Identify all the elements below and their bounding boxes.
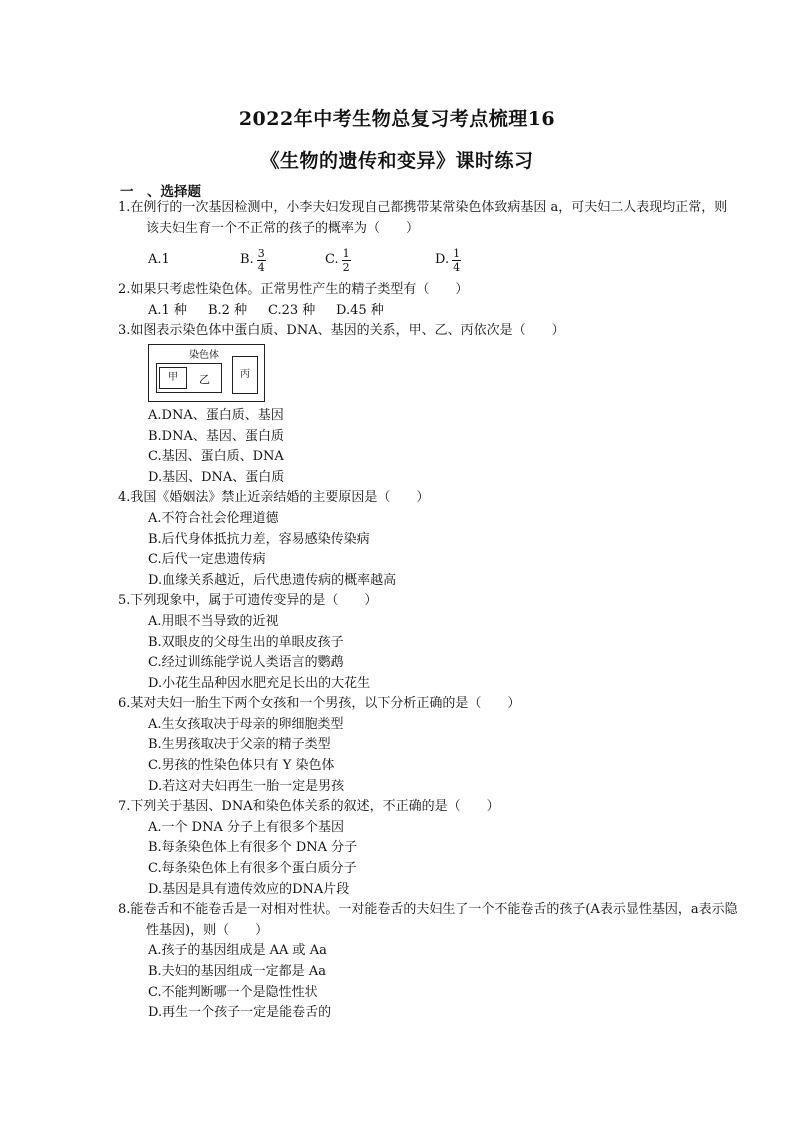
option-d: D.血缘关系越近，后代患遗传病的概率越高 bbox=[148, 572, 397, 588]
question-stem: 8.能卷舌和不能卷舌是一对相对性状。一对能卷舌的夫妇生了一个不能卷舌的孩子(A表示显性基因，a表示隐性基因)，则（ ） bbox=[118, 902, 738, 938]
denominator: 4 bbox=[453, 260, 461, 274]
option-c bbox=[325, 247, 435, 274]
option-a: A.一个 DNA 分子上有很多个基因 bbox=[148, 819, 344, 835]
question-stem: 1.在例行的一次基因检测中，小李夫妇发现自己都携带某常染色体致病基因 a，可夫妇二人表现均正常，则该夫妇生育一个不正常的孩子的概率为（ ） bbox=[118, 200, 728, 236]
title-line-2: 《生物的遗传和变异》课时练习 bbox=[260, 150, 534, 172]
question-stem: 3.如图表示染色体中蛋白质、DNA、基因的关系，甲、乙、丙依次是（ ） bbox=[118, 323, 565, 339]
question-5 bbox=[118, 591, 738, 694]
option-d: D.若这对夫妇再生一胎一定是男孩 bbox=[148, 778, 345, 794]
option-b: B.生男孩取决于父亲的精子类型 bbox=[148, 737, 331, 753]
option-d: D.小花生品种因水肥充足长出的大花生 bbox=[148, 675, 371, 691]
question-list bbox=[118, 198, 738, 1024]
question-1 bbox=[118, 198, 738, 280]
question-stem: 6.某对夫妇一胎生下两个女孩和一个男孩，以下分析正确的是（ ） bbox=[118, 696, 521, 712]
chromosome-diagram bbox=[148, 344, 265, 402]
option-c: C.经过训练能学说人类语言的鹦鹉 bbox=[148, 655, 344, 671]
option-a: A.不符合社会伦理道德 bbox=[148, 510, 279, 526]
numerator: 1 bbox=[453, 246, 461, 260]
option-d: D.基因是具有遗传效应的DNA片段 bbox=[148, 881, 350, 897]
title-line-1: 2022年中考生物总复习考点梳理16 bbox=[238, 108, 556, 130]
fraction bbox=[452, 247, 461, 274]
fraction bbox=[342, 247, 351, 274]
diagram-label-chromosome: 染色体 bbox=[189, 349, 219, 361]
option-label: A.1 bbox=[148, 251, 170, 267]
option-label: C. bbox=[325, 251, 339, 267]
option-d: D.基因、DNA、蛋白质 bbox=[148, 469, 285, 485]
fraction bbox=[257, 247, 266, 274]
section-heading: 一 、选择题 bbox=[120, 184, 201, 200]
option-b: B.双眼皮的父母生出的单眼皮孩子 bbox=[148, 634, 344, 650]
option-c: C.后代一定患遗传病 bbox=[148, 552, 266, 568]
diagram-box-yi bbox=[156, 363, 222, 393]
option-a bbox=[148, 250, 240, 271]
option-a: A.用眼不当导致的近视 bbox=[148, 613, 279, 629]
question-6 bbox=[118, 694, 738, 797]
question-3 bbox=[118, 321, 738, 488]
option-a: A.孩子的基因组成是 AA 或 Aa bbox=[148, 943, 327, 959]
question-stem: 5.下列现象中，属于可遗传变异的是（ ） bbox=[118, 593, 378, 609]
option-b bbox=[240, 247, 325, 274]
options-row bbox=[118, 301, 738, 322]
numerator: 3 bbox=[257, 246, 265, 260]
option-b: B.后代身体抵抗力差，容易感染传染病 bbox=[148, 531, 370, 547]
option-d: D.45 种 bbox=[336, 302, 384, 318]
question-8 bbox=[118, 900, 738, 1024]
diagram-box-jia: 甲 bbox=[159, 367, 187, 389]
option-a: A.生女孩取决于母亲的卵细胞类型 bbox=[148, 716, 344, 732]
question-7 bbox=[118, 797, 738, 900]
option-c: C.男孩的性染色体只有 Y 染色体 bbox=[148, 758, 335, 774]
question-stem: 4.我国《婚姻法》禁止近亲结婚的主要原因是（ ） bbox=[118, 490, 430, 506]
denominator: 4 bbox=[257, 260, 265, 274]
option-b: B.夫妇的基因组成一定都是 Aa bbox=[148, 964, 326, 979]
option-c: C.23 种 bbox=[268, 302, 316, 318]
diagram-box-bing: 丙 bbox=[232, 356, 258, 394]
option-a: A.DNA、蛋白质、基因 bbox=[148, 407, 284, 423]
diagram-label-yi: 乙 bbox=[199, 372, 210, 386]
question-4 bbox=[118, 488, 738, 591]
options-row bbox=[118, 240, 738, 280]
option-d: D.再生一个孩子一定是能卷舌的 bbox=[148, 1005, 332, 1021]
option-label: D. bbox=[435, 251, 450, 267]
option-c: C.基因、蛋白质、DNA bbox=[148, 449, 284, 465]
option-c: C.不能判断哪一个是隐性性状 bbox=[148, 984, 318, 1000]
question-2 bbox=[118, 280, 738, 321]
option-b: B.DNA、基因、蛋白质 bbox=[148, 428, 284, 444]
denominator: 2 bbox=[342, 260, 350, 274]
option-b: B.每条染色体上有很多个 DNA 分子 bbox=[148, 840, 358, 856]
option-b: B.2 种 bbox=[208, 302, 248, 318]
option-c: C.每条染色体上有很多个蛋白质分子 bbox=[148, 861, 357, 877]
numerator: 1 bbox=[342, 246, 350, 260]
question-stem: 7.下列关于基因、DNA和染色体关系的叙述，不正确的是（ ） bbox=[118, 799, 500, 815]
option-label: B. bbox=[240, 251, 254, 267]
question-stem: 2.如果只考虑性染色体。正常男性产生的精子类型有（ ） bbox=[118, 282, 469, 298]
option-a: A.1 种 bbox=[148, 302, 187, 318]
option-d bbox=[435, 247, 461, 274]
